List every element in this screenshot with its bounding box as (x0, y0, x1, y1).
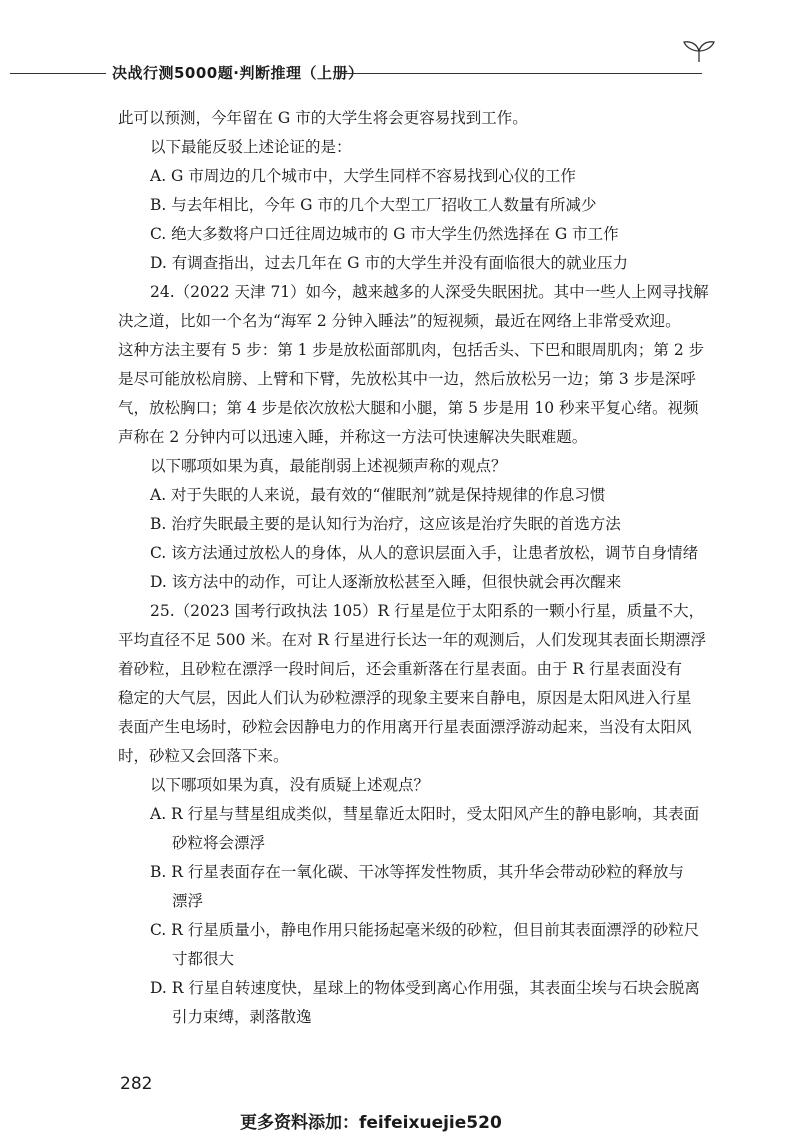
question-prompt: 以下哪项如果为真，没有质疑上述观点？ (150, 776, 430, 794)
text-line: 时，砂粒又会回落下来。 (118, 747, 289, 765)
text-line: 决之道，比如一个名为“海军 2 分钟入睡法”的短视频，最近在网络上非常受欢迎。 (118, 312, 681, 330)
option-d: D. 该方法中的动作，可让人逐渐放松甚至入睡，但很快就会再次醒来 (150, 573, 622, 591)
text-line: 此可以预测，今年留在 G 市的大学生将会更容易找到工作。 (118, 109, 528, 127)
option-b: B. 治疗失眠最主要的是认知行为治疗，这应该是治疗失眠的首选方法 (150, 515, 621, 533)
text-line: 声称在 2 分钟内可以迅速入睡，并称这一方法可快速解决失眠难题。 (118, 428, 588, 446)
running-header (10, 62, 710, 86)
question-24-line: 24.（2022 天津 71）如今，越来越多的人深受失眠困扰。其中一些人上网寻找解 (150, 283, 709, 301)
header-rule-left (10, 73, 106, 74)
sprout-icon (682, 38, 716, 64)
option-d: D. R 行星自转速度快，星球上的物体受到离心作用强，其表面尘埃与石块会脱离 (150, 979, 700, 997)
option-b-cont: 漂浮 (172, 892, 204, 910)
text-line: 是尽可能放松肩膀、上臂和下臂，先放松其中一边，然后放松另一边；第 3 步是深呼 (118, 370, 696, 388)
header-rule-right (340, 73, 702, 74)
book-title: 决战行测5000题·判断推理（上册） (112, 64, 364, 82)
option-a-cont: 砂粒将会漂浮 (172, 834, 266, 852)
page-body (118, 104, 714, 1032)
option-a: A. G 市周边的几个城市中，大学生同样不容易找到心仪的工作 (150, 167, 576, 185)
option-a: A. 对于失眠的人来说，最有效的“催眠剂”就是保持规律的作息习惯 (150, 486, 606, 504)
page-number: 282 (120, 1074, 153, 1094)
footer-note: 更多资料添加：feifeixuejie520 (240, 1113, 502, 1133)
text-line: 稳定的大气层，因此人们认为砂粒漂浮的现象主要来自静电，原因是太阳风进入行星 (118, 689, 692, 707)
text-line: 平均直径不足 500 米。在对 R 行星进行长达一年的观测后，人们发现其表面长期漂浮 (118, 631, 706, 649)
option-c: C. R 行星质量小，静电作用只能扬起毫米级的砂粒，但目前其表面漂浮的砂粒尺 (150, 921, 700, 939)
text-line: 着砂粒，且砂粒在漂浮一段时间后，还会重新落在行星表面。由于 R 行星表面没有 (118, 660, 683, 678)
option-c: C. 绝大多数将户口迁往周边城市的 G 市大学生仍然选择在 G 市工作 (150, 225, 619, 243)
option-b: B. R 行星表面存在一氧化碳、干冰等挥发性物质，其升华会带动砂粒的释放与 (150, 863, 684, 881)
option-a: A. R 行星与彗星组成类似，彗星靠近太阳时，受太阳风产生的静电影响，其表面 (150, 805, 700, 823)
option-c: C. 该方法通过放松人的身体，从人的意识层面入手，让患者放松，调节自身情绪 (150, 544, 699, 562)
question-prompt: 以下最能反驳上述论证的是： (150, 138, 352, 156)
option-b: B. 与去年相比，今年 G 市的几个大型工厂招收工人数量有所减少 (150, 196, 597, 214)
text-line: 气，放松胸口；第 4 步是依次放松大腿和小腿，第 5 步是用 10 秒来平复心绪。视频 (118, 399, 699, 417)
question-25-line: 25.（2023 国考行政执法 105）R 行星是位于太阳系的一颗小行星，质量不大， (150, 602, 705, 620)
text-line: 这种方法主要有 5 步：第 1 步是放松面部肌肉，包括舌头、下巴和眼周肌肉；第 2 步 (118, 341, 705, 359)
question-prompt: 以下哪项如果为真，最能削弱上述视频声称的观点？ (150, 457, 507, 475)
option-d: D. 有调查指出，过去几年在 G 市的大学生并没有面临很大的就业压力 (150, 254, 628, 272)
option-c-cont: 寸都很大 (172, 950, 235, 968)
text-line: 表面产生电场时，砂粒会因静电力的作用离开行星表面漂浮游动起来，当没有太阳风 (118, 718, 692, 736)
option-d-cont: 引力束缚，剥落散逸 (172, 1008, 312, 1026)
